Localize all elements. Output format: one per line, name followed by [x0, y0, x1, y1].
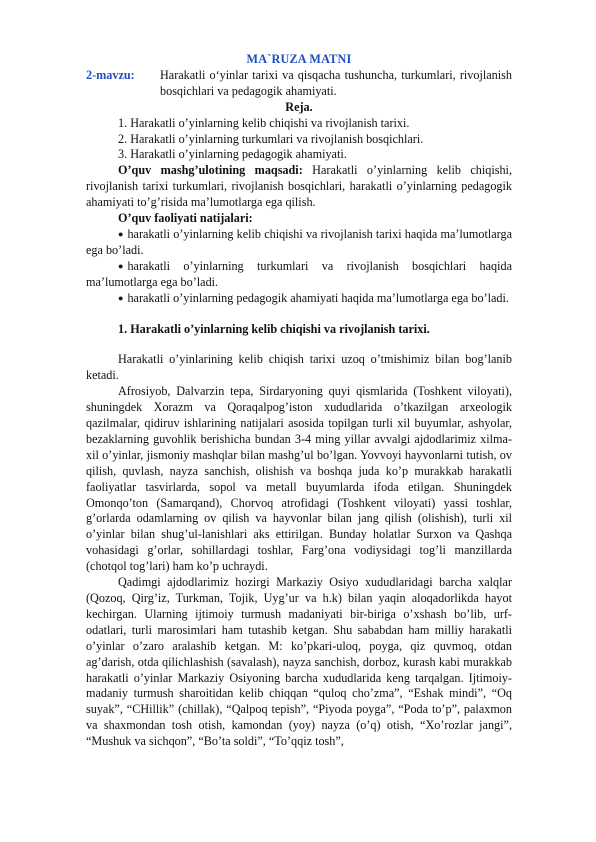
body-paragraph: Harakatli o’yinlarining kelib chiqish tarixi uzoq o’tmishimiz bilan bog’lanib ketadi.: [86, 352, 512, 383]
bullet-icon: ●: [118, 260, 124, 271]
result-text: harakatli o’yinlarning kelib chiqishi va rivojlanish tarixi haqida ma’lumotlarga ega bo’ladi.: [86, 226, 512, 257]
goal-label: O’quv mashg’ulotining maqsadi:: [118, 163, 303, 178]
body-paragraph: Afrosiyob, Dalvarzin tepa, Sirdaryoning quyi qismlarida (Toshkent viloyati), shuningdek Xorazm va Qoraqalpog’iston xududlarida o’tkazilgan arxeologik qazilmalar, qidiruv ishlarining natijalari asosida topilgan turli xil buyumlar, ashyolar, bezaklarning guvohlik berishicha bundan 3-4 ming yillar avvalgi ajdodlarimiz xilma-xil o’yinlar, jismoniy mashqlar bilan mashg’ul bo’lgan. Yovvoyi hayvonlarni tutish, ov qilish, quvlash, nayza sanchish, olishish va boshqa juda ko’p murakkab harakatli faoliyatlar tasvirlarda, sopol va metall buyumlarda ifoda etilgan. Shuningdek Omonqo’ton (Samarqand), Chorvoq atrofidagi (Toshkent viloyati) yassi toshlar, g’orlarda odamlarning ov qilish va hayvonlar bilan jang qilish (olishish), turli xil o’yinlar bilan shug’ul-lanishlari aks ettirilgan. Bunday holatlar Surxon va Qashqa vohasidagi g’orlar, sohillardagi toshlar, Farg’ona vodiysidagi tog’li manzillarda (chotqol tog’lari) ham ko’p uchraydi.: [86, 384, 512, 574]
document-page: [86, 52, 512, 750]
goal-text: Harakatli o’yinlarning kelib chiqishi, rivojlanish tarixi turkumlari, rivojlanish bosqichlari, harakatli o’yinlarning pedagogik ahamiyati to’g’risida ma’lumotlarga ega qilish.: [86, 163, 512, 210]
document-title: MA`RUZA MATNI: [246, 52, 352, 66]
topic-label: 2-mavzu:: [86, 67, 135, 82]
bullet-icon: ●: [118, 228, 124, 239]
plan-item: 1. Harakatli o’yinlarning kelib chiqishi va rivojlanish tarixi.: [118, 115, 410, 130]
result-text: harakatli o’yinlarning turkumlari va rivojlanish bosqichlari haqida ma’lumotlarga ega bo’ladi.: [86, 258, 512, 289]
results-heading: O’quv faoliyati natijalari:: [118, 211, 253, 226]
topic-text: Harakatli o‘yinlar tarixi va qisqacha tushuncha, turkumlari, rivojlanish bosqichlari va pedagogik ahamiyati.: [160, 67, 512, 98]
topic-row: [86, 68, 512, 100]
plan-heading: Reja.: [285, 99, 313, 114]
result-item: [86, 259, 512, 291]
result-item: [86, 227, 512, 259]
goal-paragraph: [86, 163, 512, 211]
body-paragraph: Qadimgi ajdodlarimiz hozirgi Markaziy Osiyo xududlaridagi barcha xalqlar (Qozoq, Qirg’iz, Turkman, Tojik, Uyg’ur va h.k) bilan yaqin aloqadorlikda hayot kechirgan. Ularning ijtimoiy turmush madaniyati bir-biriga o’xshash bo’lib, urf-odatlari, turli marosimlari ham tutashib ketgan. Shu sababdan ham milliy harakatli o’yinlar o’zaro aralashib ketgan. M: ko’pkari-uloq, poyga, qiz quvmoq, otdan ag’darish, otda qilichlashish (savalash), nayza sanchish, dorboz, kurash kabi murakkab harakatli o’yinlar Markaziy Osiyoning barcha xududlarida keng tarqalgan. Ijtimoiy-madaniy turmush sharoitidan kelib chiqqan “quloq cho’zma”, “Eshak mindi”, “Oq suyak”, “CHillik” (chillak), “Qalpoq tepish”, “Piyoda poyga”, “Poda to’p”, palaxmon va shaxmondan tosh otish, kamondan (yoy) nayza (o’q) otish, “Xo’rozlar jangi”, “Mushuk va sichqon”, “Bo’ta soldi”, “To’qqiz tosh”,: [86, 575, 512, 749]
bullet-icon: ●: [118, 292, 124, 303]
plan-item: 3. Harakatli o’yinlarning pedagogik ahamiyati.: [118, 147, 347, 162]
result-item: [86, 291, 512, 307]
result-text: harakatli o’yinlarning pedagogik ahamiyati haqida ma’lumotlarga ega bo’ladi.: [127, 290, 509, 305]
plan-item: 2. Harakatli o’yinlarning turkumlari va rivojlanish bosqichlari.: [118, 131, 424, 146]
section-heading: 1. Harakatli o’yinlarning kelib chiqishi va rivojlanish tarixi.: [118, 321, 430, 336]
